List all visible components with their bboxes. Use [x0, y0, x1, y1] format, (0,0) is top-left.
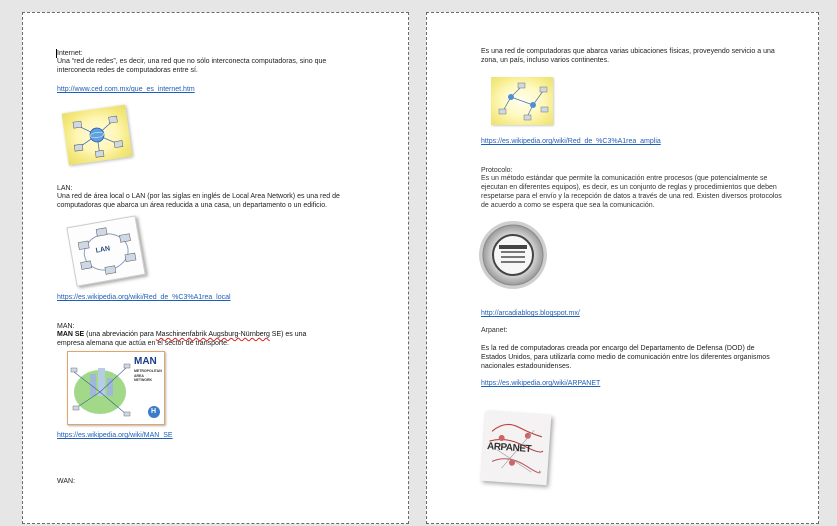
man-text-part-b: (una abreviación para — [84, 331, 156, 338]
lan-image-label: LAN — [95, 245, 111, 255]
lan-ring-image — [66, 215, 145, 286]
internet-network-image — [62, 105, 133, 165]
wide-area-link[interactable]: https://es.wikipedia.org/wiki/Red_de_%C3%A1rea_amplia — [481, 138, 661, 145]
protocol-round-icon — [477, 219, 553, 293]
wide-area-network-icon — [491, 77, 553, 125]
man-heading: MAN: — [57, 323, 75, 330]
protocol-text-line-1: Es un método estándar que permite la comunicación entre procesos (que potencialmente se — [481, 175, 768, 182]
man-image-subtitle — [134, 369, 162, 383]
document-page-left — [22, 12, 409, 524]
protocol-link[interactable]: http://arcadiablogs.blogspot.mx/ — [481, 310, 580, 317]
wide-area-network-image — [491, 77, 553, 125]
arpanet-link[interactable]: https://es.wikipedia.org/wiki/ARPANET — [481, 380, 601, 387]
man-spellcheck-word: Maschinenfabrik Augsburg-Nürnberg — [155, 331, 270, 338]
arpanet-text-line-2: Estados Unidos, para utilizarla como medio de comunicación entre los diferentes organismos — [481, 354, 770, 361]
man-image-subtitle-line-3: NETWORK — [134, 378, 153, 382]
man-se-bold: MAN SE — [57, 331, 85, 338]
arpanet-image-text: ARPANET — [486, 440, 532, 456]
internet-text-line-1: Una “red de redes”, es decir, una red que no sólo interconecta computadoras, sino que — [57, 58, 327, 65]
wide-area-text-line-2: zona, un país, incluso varios continentes. — [481, 57, 610, 64]
internet-network-icon — [62, 105, 133, 165]
man-text-part-d: SE) es una — [269, 331, 307, 338]
man-image-title: MAN — [134, 356, 157, 367]
arpanet-text-line-3: nacionales estadounidenses. — [481, 363, 572, 370]
man-network-image — [67, 351, 165, 425]
man-link[interactable]: https://es.wikipedia.org/wiki/MAN_SE — [57, 432, 173, 439]
arpanet-image — [481, 411, 552, 485]
man-text-line-1 — [57, 330, 306, 339]
arpanet-heading: Arpanet: — [481, 327, 508, 334]
protocol-image — [477, 219, 553, 293]
internet-link[interactable]: http://www.ced.com.mx/que_es_internet.htm — [57, 86, 195, 93]
internet-text-line-2: interconecta redes de computadoras entre sí. — [57, 67, 198, 74]
protocol-text-line-4: de acuerdo a como se espera que sea la comunicación. — [481, 202, 655, 209]
document-page-right — [426, 12, 819, 524]
protocol-text-line-3: respetarse para el envío y la recepción de datos a través de una red. Existen diversos protocolos — [481, 193, 782, 200]
lan-text-line-2: computadoras que abarca un área reducida a una casa, un departamento o un edificio. — [57, 202, 328, 209]
lan-text-line-1: Una red de área local o LAN (por las siglas en inglés de Local Area Network) es una red de — [57, 193, 340, 200]
man-text-line-2: empresa alemana que actúa en el sector de transporte. — [57, 340, 229, 347]
wide-area-text-line-1: Es una red de computadoras que abarca varias ubicaciones físicas, proveyendo servicio a una — [481, 48, 775, 55]
man-image-badge: H — [151, 408, 157, 415]
man-image-subtitle-line-2: AREA — [134, 373, 144, 378]
lan-link[interactable]: https://es.wikipedia.org/wiki/Red_de_%C3%A1rea_local — [57, 294, 231, 301]
protocol-text-line-2: ejecutan en diferentes equipos), es decir, es un conjunto de reglas y procedimientos que deben — [481, 184, 777, 191]
arpanet-text-line-1: Es la red de computadoras creada por encargo del Departamento de Defensa (DOD) de — [481, 345, 755, 352]
wan-heading: WAN: — [57, 478, 76, 485]
man-image-subtitle-line-1: METROPOLITAN — [134, 369, 162, 373]
internet-heading: Internet: — [57, 50, 83, 57]
lan-heading: LAN: — [57, 185, 73, 192]
protocol-heading: Protocolo: — [481, 167, 513, 174]
